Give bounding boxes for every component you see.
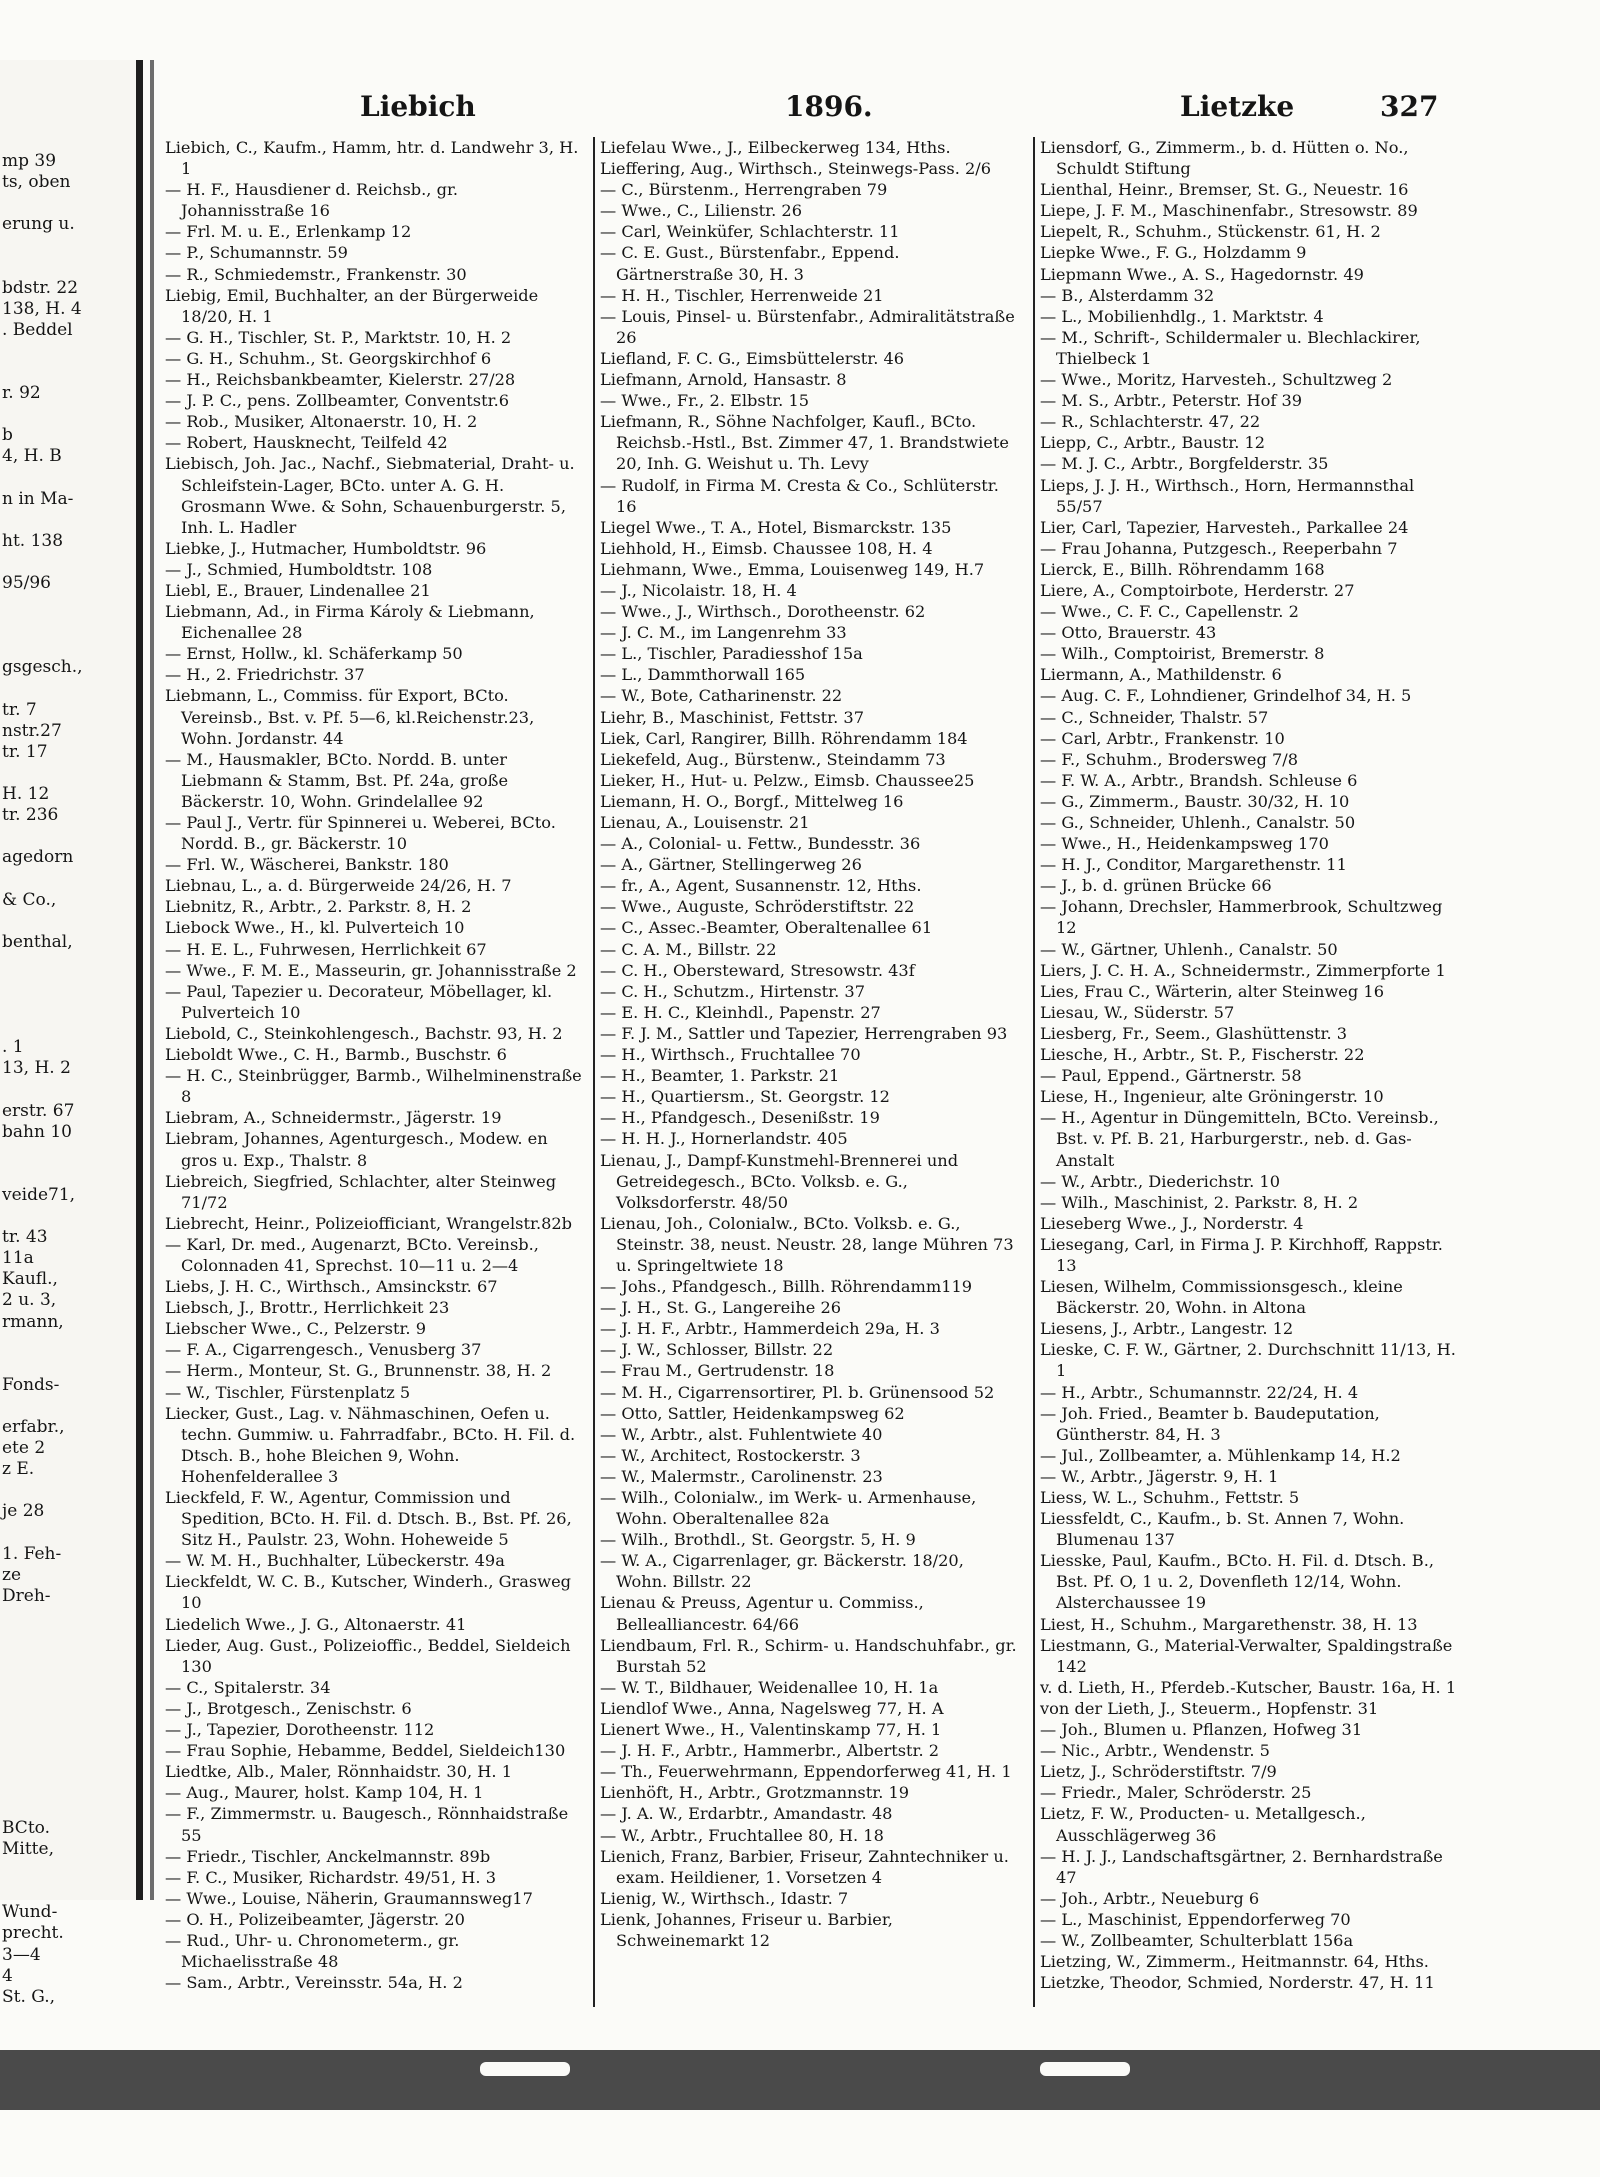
directory-entry: — Rob., Musiker, Altonaerstr. 10, H. 2 <box>165 412 478 432</box>
directory-entry: Liepmann Wwe., A. S., Hagedornstr. 49 <box>1040 264 1364 284</box>
fragment-line: 13, H. 2 <box>2 1058 71 1079</box>
page-gutter <box>136 60 143 1900</box>
directory-entry: Liemann, H. O., Borgf., Mittelweg 16 <box>600 791 904 811</box>
directory-entry: Liecker, Gust., Lag. v. Nähmaschinen, Oefen u. techn. Gummiw. u. Fahrradfabr., BCto. H. Fil. d. Dtsch. B., hohe Bleichen 9, Wohn. Hohenfelderallee 3 <box>165 1403 576 1486</box>
directory-entry: — L., Mobilienhdlg., 1. Marktstr. 4 <box>1040 306 1324 326</box>
fragment-line: r. 92 <box>2 383 41 404</box>
fragment-line: 1. Feh- <box>2 1543 62 1564</box>
directory-entry: — J. H. F., Arbtr., Hammerbr., Albertstr. 2 <box>600 1741 940 1761</box>
directory-entry: — R., Schmiedemstr., Frankenstr. 30 <box>165 264 467 284</box>
directory-entry: — Aug. C. F., Lohndiener, Grindelhof 34, H. 5 <box>1040 686 1412 706</box>
directory-entry: Liebmann, Ad., in Firma Károly & Liebmann, Eichenallee 28 <box>165 602 535 643</box>
directory-entry: — H. J., Conditor, Margarethenstr. 11 <box>1040 855 1347 875</box>
fragment-line: 138, H. 4 <box>2 298 82 319</box>
fragment-line: agedorn <box>2 847 74 868</box>
directory-entry: — G., Schneider, Uhlenh., Canalstr. 50 <box>1040 813 1356 832</box>
fragment-line: 4 <box>2 1965 13 1986</box>
directory-entry: Liesens, J., Arbtr., Langestr. 12 <box>1040 1319 1294 1339</box>
directory-entry: Lieps, J. J. H., Wirthsch., Horn, Hermannsthal 55/57 <box>1040 475 1415 516</box>
directory-entry: — W. M. H., Buchhalter, Lübeckerstr. 49a <box>165 1551 505 1571</box>
directory-entry: Liebnitz, R., Arbtr., 2. Parkstr. 8, H. 2 <box>165 897 472 917</box>
fragment-line: bdstr. 22 <box>2 277 79 298</box>
directory-entry: — W., Malermstr., Carolinenstr. 23 <box>600 1466 883 1486</box>
directory-entry: — Carl, Weinküfer, Schlachterstr. 11 <box>600 222 900 242</box>
directory-entry: — Sam., Arbtr., Vereinsstr. 54a, H. 2 <box>165 1973 463 1993</box>
directory-entry: — M., Hausmakler, BCto. Nordd. B. unter Liebmann & Stamm, Bst. Pf. 24a, große Bäckerstr. 10, Wohn. Grindelallee 92 <box>165 749 509 811</box>
directory-entry: — Otto, Brauerstr. 43 <box>1040 623 1217 643</box>
directory-entry: Lienert Wwe., H., Valentinskamp 77, H. 1 <box>600 1720 942 1740</box>
fragment-line: Dreh- <box>2 1585 51 1606</box>
directory-entry: Liebich, C., Kaufm., Hamm, htr. d. Landwehr 3, H. 1 <box>165 138 579 179</box>
directory-entry: Lienau, Joh., Colonialw., BCto. Volksb. e. G., Steinstr. 38, neust. Neustr. 28, lange Mühren 73 u. Springeltwiete 18 <box>600 1213 1014 1275</box>
directory-entry: — A., Gärtner, Stellingerweg 26 <box>600 855 862 875</box>
fragment-line: erstr. 67 <box>2 1100 75 1121</box>
directory-entry: — Frau M., Gertrudenstr. 18 <box>600 1361 835 1381</box>
directory-entry: — F. W. A., Arbtr., Brandsh. Schleuse 6 <box>1040 770 1358 790</box>
fragment-line: 11a <box>2 1248 34 1269</box>
directory-entry: — J., Brotgesch., Zenischstr. 6 <box>165 1698 412 1718</box>
header-left-catchword: Liebich <box>360 90 476 123</box>
directory-entry: — Otto, Sattler, Heidenkampsweg 62 <box>600 1403 905 1423</box>
directory-entry: — Wwe., Fr., 2. Elbstr. 15 <box>600 391 810 411</box>
fragment-line: n in Ma- <box>2 488 74 509</box>
directory-entry: Liebisch, Joh. Jac., Nachf., Siebmaterial, Draht- u. Schleifstein-Lager, BCto. unter A. G. H. Grosmann Wwe. & Sohn, Schauenburgerstr. 5, Inh. L. Hadler <box>165 454 575 537</box>
directory-entry: Liebs, J. H. C., Wirthsch., Amsinckstr. 67 <box>165 1277 498 1297</box>
directory-entry: — C., Spitalerstr. 34 <box>165 1677 331 1697</box>
directory-entry: Liesberg, Fr., Seem., Glashüttenstr. 3 <box>1040 1023 1348 1043</box>
directory-entry: — H., Quartiersm., St. Georgstr. 12 <box>600 1087 890 1107</box>
scan-bottom-edge <box>0 2050 1600 2110</box>
fragment-line: ze <box>2 1564 22 1585</box>
page-number: 327 <box>1380 90 1439 123</box>
directory-entry: — J. H., St. G., Langereihe 26 <box>600 1298 842 1318</box>
previous-page-fragment <box>0 60 136 2007</box>
fragment-line: erung u. <box>2 214 75 235</box>
directory-entry: Liers, J. C. H. A., Schneidermstr., Zimmerpforte 1 <box>1040 960 1446 980</box>
fragment-line: 95/96 <box>2 573 51 593</box>
directory-entry: — R., Schlachterstr. 47, 22 <box>1040 412 1261 432</box>
directory-entry: — H. J. J., Landschaftsgärtner, 2. Bernhardstraße 47 <box>1040 1846 1443 1887</box>
fragment-line: Kaufl., <box>2 1269 58 1290</box>
directory-entry: — H., Wirthsch., Fruchtallee 70 <box>600 1045 861 1065</box>
column-divider <box>1033 137 1035 2007</box>
directory-entry: — Ernst, Hollw., kl. Schäferkamp 50 <box>165 644 463 664</box>
directory-entry: Liesegang, Carl, in Firma J. P. Kirchhoff, Rappstr. 13 <box>1040 1234 1443 1275</box>
directory-entry: Lietzke, Theodor, Schmied, Norderstr. 47, H. 11 <box>1040 1973 1435 1993</box>
directory-entry: — Friedr., Tischler, Anckelmannstr. 89b <box>165 1846 491 1866</box>
directory-entry: Liebke, J., Hutmacher, Humboldtstr. 96 <box>165 538 487 558</box>
directory-entry: Lierck, E., Billh. Röhrendamm 168 <box>1040 559 1325 579</box>
column-2 <box>600 137 1020 1951</box>
directory-entry: Lieboldt Wwe., C. H., Barmb., Buschstr. 6 <box>165 1045 507 1065</box>
directory-entry: Liehmann, Wwe., Emma, Louisenweg 149, H.7 <box>600 559 985 579</box>
directory-entry: — W., Tischler, Fürstenplatz 5 <box>165 1382 411 1402</box>
fragment-line: Mitte, <box>2 1839 54 1859</box>
directory-entry: — Frl. W., Wäscherei, Bankstr. 180 <box>165 855 449 875</box>
fragment-line: St. G., <box>2 1986 56 2007</box>
directory-entry: — W. A., Cigarrenlager, gr. Bäckerstr. 18/20, Wohn. Billstr. 22 <box>600 1551 964 1592</box>
directory-entry: — Wilh., Comptoirist, Bremerstr. 8 <box>1040 644 1325 664</box>
directory-entry: — J. A. W., Erdarbtr., Amandastr. 48 <box>600 1804 893 1824</box>
directory-entry: Liebreich, Siegfried, Schlachter, alter Steinweg 71/72 <box>165 1171 557 1212</box>
directory-entry: — H. H. J., Hornerlandstr. 405 <box>600 1129 848 1149</box>
fragment-line: Fonds- <box>2 1374 60 1395</box>
directory-entry: Lieseberg Wwe., J., Norderstr. 4 <box>1040 1213 1304 1233</box>
directory-entry: Liekefeld, Aug., Bürstenw., Steindamm 73 <box>600 749 946 769</box>
directory-entry: — H., Agentur in Düngemitteln, BCto. Vereinsb., Bst. v. Pf. B. 21, Harburgerstr., neb. d. Gas-Anstalt <box>1040 1108 1439 1170</box>
directory-entry: — Wwe., F. M. E., Masseurin, gr. Johannisstraße 2 <box>165 960 577 980</box>
directory-entry: — H. H., Tischler, Herrenweide 21 <box>600 285 884 305</box>
directory-entry: Liebscher Wwe., C., Pelzerstr. 9 <box>165 1319 427 1339</box>
fragment-line: bahn 10 <box>2 1121 72 1142</box>
directory-entry: Lienthal, Heinr., Bremser, St. G., Neuestr. 16 <box>1040 180 1409 200</box>
directory-entry: — C. E. Gust., Bürstenfabr., Eppend. Gärtnerstraße 30, H. 3 <box>600 243 900 284</box>
directory-entry: — H., Reichsbankbeamter, Kielerstr. 27/28 <box>165 370 516 390</box>
directory-entry: — P., Schumannstr. 59 <box>165 243 348 263</box>
directory-entry: — Paul, Eppend., Gärtnerstr. 58 <box>1040 1066 1302 1086</box>
fragment-line: tr. 17 <box>2 741 48 762</box>
directory-entry: — Wwe., C., Lilienstr. 26 <box>600 201 803 221</box>
directory-entry: — Karl, Dr. med., Augenarzt, BCto. Vereinsb., Colonnaden 41, Sprechst. 10—11 u. 2—4 <box>165 1234 539 1275</box>
fragment-line: ete 2 <box>2 1438 46 1459</box>
column-divider <box>593 137 595 2007</box>
directory-entry: — fr., A., Agent, Susannenstr. 12, Hths. <box>600 876 922 896</box>
directory-entry: — Johs., Pfandgesch., Billh. Röhrendamm119 <box>600 1277 973 1297</box>
fragment-line: nstr.27 <box>2 720 62 741</box>
directory-entry: — F. C., Musiker, Richardstr. 49/51, H. 3 <box>165 1867 497 1887</box>
directory-entry: Liegel Wwe., T. A., Hotel, Bismarckstr. 135 <box>600 517 952 537</box>
directory-entry: — J. H. F., Arbtr., Hammerdeich 29a, H. 3 <box>600 1319 940 1339</box>
directory-entry: Lieffering, Aug., Wirthsch., Steinwegs-Pass. 2/6 <box>600 159 992 179</box>
directory-entry: Liesen, Wilhelm, Commissionsgesch., kleine Bäckerstr. 20, Wohn. in Altona <box>1040 1277 1403 1318</box>
directory-entry: Lieder, Aug. Gust., Polizeioffic., Beddel, Sieldeich 130 <box>165 1635 571 1676</box>
directory-entry: — Wwe., Louise, Näherin, Graumannsweg17 <box>165 1888 533 1908</box>
directory-entry: Liest, H., Schuhm., Margarethenstr. 38, H. 13 <box>1040 1614 1418 1634</box>
directory-entry: — F. J. M., Sattler und Tapezier, Herrengraben 93 <box>600 1023 1008 1043</box>
scan-artifact <box>480 2062 570 2076</box>
directory-entry: Liehr, B., Maschinist, Fettstr. 37 <box>600 707 865 727</box>
directory-entry: — F., Zimmermstr. u. Baugesch., Rönnhaidstraße 55 <box>165 1804 569 1845</box>
directory-entry: — Louis, Pinsel- u. Bürstenfabr., Admiralitätstraße 26 <box>600 306 1015 347</box>
directory-entry: Liefmann, Arnold, Hansastr. 8 <box>600 370 847 390</box>
fragment-line: erfabr., <box>2 1417 65 1437</box>
fragment-line: . Beddel <box>2 319 73 340</box>
directory-entry: Lieckfeld, F. W., Agentur, Commission und Spedition, BCto. H. Fil. d. Dtsch. B., Bst. Pf. 26, Sitz H., Paulstr. 23, Wohn. Hoheweide 5 <box>165 1488 572 1550</box>
header-year: 1896. <box>785 90 873 123</box>
directory-entry: — M. H., Cigarrensortirer, Pl. b. Grünensood 52 <box>600 1382 995 1402</box>
directory-entry: Liepke Wwe., F. G., Holzdamm 9 <box>1040 243 1307 263</box>
directory-entry: — C. H., Schutzm., Hirtenstr. 37 <box>600 981 866 1001</box>
directory-entry: — W., Arbtr., alst. Fuhlentwiete 40 <box>600 1424 883 1444</box>
directory-entry: Liefelau Wwe., J., Eilbeckerweg 134, Hths. <box>600 138 951 157</box>
directory-entry: — M. J. C., Arbtr., Borgfelderstr. 35 <box>1040 454 1329 474</box>
directory-entry: — J., Schmied, Humboldtstr. 108 <box>165 559 433 579</box>
directory-entry: — Frl. M. u. E., Erlenkamp 12 <box>165 222 412 242</box>
directory-entry: — W., Zollbeamter, Schulterblatt 156a <box>1040 1930 1354 1950</box>
directory-entry: Liendbaum, Frl. R., Schirm- u. Handschuhfabr., gr. Burstah 52 <box>600 1635 1017 1676</box>
directory-entry: Liestmann, G., Material-Verwalter, Spaldingstraße 142 <box>1040 1635 1453 1676</box>
directory-entry: Liermann, A., Mathildenstr. 6 <box>1040 665 1282 685</box>
directory-entry: — Jul., Zollbeamter, a. Mühlenkamp 14, H.2 <box>1040 1445 1401 1465</box>
directory-entry: — Rudolf, in Firma M. Cresta & Co., Schlüterstr. 16 <box>600 475 999 516</box>
directory-entry: — H., Pfandgesch., Desenißstr. 19 <box>600 1108 880 1128</box>
directory-entry: Liedelich Wwe., J. G., Altonaerstr. 41 <box>165 1614 467 1634</box>
directory-entry: — W. T., Bildhauer, Weidenallee 10, H. 1a <box>600 1677 939 1697</box>
fragment-line: ts, oben <box>2 172 71 193</box>
header-right-catchword: Lietzke <box>1180 90 1295 123</box>
directory-entry: Liebmann, L., Commiss. für Export, BCto. Vereinsb., Bst. v. Pf. 5—6, kl.Reichenstr.23, Wohn. Jordanstr. 44 <box>165 686 535 748</box>
fragment-line: b <box>2 425 13 446</box>
directory-entry: — C., Schneider, Thalstr. 57 <box>1040 707 1269 727</box>
directory-entry: — O. H., Polizeibeamter, Jägerstr. 20 <box>165 1909 465 1929</box>
fragment-line: Wund- <box>2 1902 58 1923</box>
directory-entry: Liefmann, R., Söhne Nachfolger, Kaufl., BCto. Reichsb.-Hstl., Bst. Zimmer 47, 1. Brandstwiete 20, Inh. G. Weishut u. Th. Levy <box>600 412 1009 474</box>
directory-entry: — M., Schrift-, Schildermaler u. Blechlackirer, Thielbeck 1 <box>1040 327 1421 368</box>
directory-entry: — J. W., Schlosser, Billstr. 22 <box>600 1340 834 1360</box>
directory-entry: — W., Arbtr., Diederichstr. 10 <box>1040 1171 1281 1191</box>
fragment-line: veide71, <box>2 1184 76 1205</box>
directory-entry: — G., Zimmerm., Baustr. 30/32, H. 10 <box>1040 791 1350 811</box>
page-gutter-shadow <box>150 60 154 1900</box>
directory-entry: Lies, Frau C., Wärterin, alter Steinweg 16 <box>1040 981 1384 1001</box>
directory-entry: Liesau, W., Süderstr. 57 <box>1040 1002 1235 1022</box>
directory-entry: — J., b. d. grünen Brücke 66 <box>1040 876 1272 896</box>
directory-entry: Liebram, Johannes, Agenturgesch., Modew. en gros u. Exp., Thalstr. 8 <box>165 1129 548 1170</box>
directory-entry: — H. F., Hausdiener d. Reichsb., gr. Johannisstraße 16 <box>165 180 459 221</box>
fragment-line: H. 12 <box>2 784 50 804</box>
directory-entry: — G. H., Schuhm., St. Georgskirchhof 6 <box>165 348 492 368</box>
directory-entry: Liesche, H., Arbtr., St. P., Fischerstr. 22 <box>1040 1045 1365 1065</box>
directory-entry: — Paul J., Vertr. für Spinnerei u. Weberei, BCto. Nordd. B., gr. Bäckerstr. 10 <box>165 813 556 854</box>
directory-entry: — Wilh., Brothdl., St. Georgstr. 5, H. 9 <box>600 1530 916 1550</box>
directory-entry: Lieker, H., Hut- u. Pelzw., Eimsb. Chaussee25 <box>600 770 975 790</box>
directory-entry: — J. P. C., pens. Zollbeamter, Conventstr.6 <box>165 391 510 411</box>
directory-entry: Liessfeldt, C., Kaufm., b. St. Annen 7, Wohn. Blumenau 137 <box>1040 1509 1405 1550</box>
directory-entry: — Wwe., Moritz, Harvestеh., Schultzweg 2 <box>1040 370 1393 390</box>
fragment-line: z E. <box>2 1459 35 1480</box>
directory-entry: Liendlof Wwe., Anna, Nagelsweg 77, H. A <box>600 1698 944 1718</box>
directory-entry: — Rud., Uhr- u. Chronometerm., gr. Michaelisstraße 48 <box>165 1930 460 1972</box>
directory-entry: — Aug., Maurer, holst. Kamp 104, H. 1 <box>165 1783 484 1803</box>
directory-entry: — W., Arbtr., Jägerstr. 9, H. 1 <box>1040 1466 1279 1486</box>
directory-entry: — C., Bürstenm., Herrengraben 79 <box>600 180 888 200</box>
fragment-line: 3—4 <box>2 1944 41 1965</box>
fragment-line: benthal, <box>2 931 73 952</box>
directory-entry: — Johann, Drechsler, Hammerbrook, Schultzweg 12 <box>1040 897 1443 938</box>
directory-entry: — H., Arbtr., Schumannstr. 22/24, H. 4 <box>1040 1382 1359 1402</box>
directory-entry: — L., Dammthorwall 165 <box>600 665 806 685</box>
directory-entry: Liebram, A., Schneidermstr., Jägerstr. 19 <box>165 1108 502 1128</box>
directory-entry: Liese, H., Ingenieur, alte Gröningerstr. 10 <box>1040 1087 1384 1107</box>
directory-entry: von der Lieth, J., Steuerm., Hopfenstr. 31 <box>1040 1698 1379 1718</box>
directory-entry: — J. C. M., im Langenrehm 33 <box>600 623 847 643</box>
directory-entry: — B., Alsterdamm 32 <box>1040 285 1215 305</box>
directory-entry: Liesske, Paul, Kaufm., BCto. H. Fil. d. Dtsch. B., Bst. Pf. O, 1 u. 2, Dovenfleth 12/14, Wohn. Alsterchaussee 19 <box>1040 1551 1434 1613</box>
directory-entry: — J., Tapezier, Dorotheenstr. 112 <box>165 1720 435 1740</box>
directory-entry: — H. C., Steinbrügger, Barmb., Wilhelminenstraße 8 <box>165 1066 582 1107</box>
directory-entry: — W., Arbtr., Fruchtallee 80, H. 18 <box>600 1825 884 1845</box>
directory-entry: — Th., Feuerwehrmann, Eppendorferweg 41, H. 1 <box>600 1762 1012 1782</box>
directory-entry: Lier, Carl, Tapezier, Harvesteh., Parkallee 24 <box>1040 517 1409 537</box>
directory-entry: Liedtke, Alb., Maler, Rönnhaidstr. 30, H. 1 <box>165 1762 513 1782</box>
fragment-line: tr. 236 <box>2 805 59 826</box>
directory-entry: Liebnau, L., a. d. Bürgerweide 24/26, H. 7 <box>165 876 512 896</box>
directory-entry: — W., Architect, Rostockerstr. 3 <box>600 1445 861 1465</box>
directory-entry: Lieckfeldt, W. C. B., Kutscher, Winderh., Grasweg 10 <box>165 1572 572 1613</box>
directory-entry: — Herm., Monteur, St. G., Brunnenstr. 38, H. 2 <box>165 1361 552 1381</box>
directory-entry: — H., Beamter, 1. Parkstr. 21 <box>600 1066 840 1086</box>
directory-entry: — Robert, Hausknecht, Teilfeld 42 <box>165 433 448 453</box>
directory-entry: Liefland, F. C. G., Eimsbüttelerstr. 46 <box>600 348 905 368</box>
directory-entry: Lieske, C. F. W., Gärtner, 2. Durchschnitt 11/13, H. 1 <box>1040 1340 1456 1381</box>
column-3 <box>1040 137 1460 1993</box>
directory-entry: — C. H., Obersteward, Stresowstr. 43f <box>600 960 915 980</box>
directory-entry: Lietz, J., Schröderstiftstr. 7/9 <box>1040 1762 1277 1782</box>
directory-entry: Liebsch, J., Brottr., Herrlichkeit 23 <box>165 1298 450 1318</box>
fragment-line: 4, H. B <box>2 446 62 467</box>
directory-entry: Liensdorf, G., Zimmerm., b. d. Hütten o. No., Schuldt Stiftung <box>1040 138 1409 179</box>
directory-entry: Lienau & Preuss, Agentur u. Commiss., Bellealliancestr. 64/66 <box>600 1593 924 1634</box>
directory-entry: — H. E. L., Fuhrwesen, Herrlichkeit 67 <box>165 939 487 959</box>
directory-entry: — C., Assec.-Beamter, Oberaltenallee 61 <box>600 918 933 938</box>
fragment-line: rmann, <box>2 1311 64 1332</box>
directory-entry: Lienhöft, H., Arbtr., Grotzmannstr. 19 <box>600 1783 910 1803</box>
directory-entry: — Nic., Arbtr., Wendenstr. 5 <box>1040 1741 1270 1761</box>
directory-entry: — H., 2. Friedrichstr. 37 <box>165 665 365 685</box>
fragment-line: . 1 <box>2 1037 24 1058</box>
fragment-line: 2 u. 3, <box>2 1290 57 1311</box>
directory-entry: Lienau, A., Louisenstr. 21 <box>600 813 810 832</box>
directory-entry: Liebig, Emil, Buchhalter, an der Bürgerweide 18/20, H. 1 <box>165 285 539 326</box>
page-header <box>160 90 1460 130</box>
fragment-line: mp 39 <box>2 151 57 171</box>
directory-entry: — Friedr., Maler, Schröderstr. 25 <box>1040 1783 1312 1803</box>
directory-entry: — Wwe., Auguste, Schröderstiftstr. 22 <box>600 897 915 917</box>
directory-entry: v. d. Lieth, H., Pferdeb.-Kutscher, Baustr. 16a, H. 1 <box>1040 1677 1457 1697</box>
directory-entry: — M. S., Arbtr., Peterstr. Hof 39 <box>1040 391 1303 411</box>
directory-entry: — Wilh., Maschinist, 2. Parkstr. 8, H. 2 <box>1040 1192 1359 1212</box>
fragment-line: tr. 7 <box>2 699 37 720</box>
directory-entry: Liepelt, R., Schuhm., Stückenstr. 61, H. 2 <box>1040 222 1381 242</box>
directory-entry: Lietz, F. W., Producten- u. Metallgesch., Ausschlägerweg 36 <box>1040 1804 1366 1845</box>
fragment-line: & Co., <box>2 889 57 910</box>
directory-entry: Liehhold, H., Eimsb. Chaussee 108, H. 4 <box>600 538 933 558</box>
directory-entry: — Frau Johanna, Putzgesch., Reeperbahn 7 <box>1040 538 1398 558</box>
directory-entry: Liebl, E., Brauer, Lindenallee 21 <box>165 580 431 600</box>
directory-entry: Lienau, J., Dampf-Kunstmehl-Brennerei und Getreidegesch., BCto. Volksb. e. G., Volksdorferstr. 48/50 <box>600 1150 959 1212</box>
directory-entry: Lienig, W., Wirthsch., Idastr. 7 <box>600 1888 849 1908</box>
scan-artifact <box>1040 2062 1130 2076</box>
fragment-line: BCto. <box>2 1817 50 1838</box>
directory-entry: — Wwe., J., Wirthsch., Dorotheenstr. 62 <box>600 602 926 622</box>
directory-entry: Liebold, C., Steinkohlengesch., Bachstr. 93, H. 2 <box>165 1023 563 1043</box>
directory-entry: — G. H., Tischler, St. P., Marktstr. 10, H. 2 <box>165 327 512 347</box>
directory-entry: Liepe, J. F. M., Maschinenfabr., Stresowstr. 89 <box>1040 201 1418 221</box>
directory-page <box>160 55 1460 1993</box>
directory-entry: — F. A., Cigarrengesch., Venusberg 37 <box>165 1340 482 1360</box>
directory-entry: — W., Gärtner, Uhlenh., Canalstr. 50 <box>1040 939 1338 959</box>
directory-entry: — W., Bote, Catharinenstr. 22 <box>600 686 843 706</box>
directory-entry: Lienk, Johannes, Friseur u. Barbier, Schweinemarkt 12 <box>600 1909 893 1950</box>
fragment-line: gsgesch., <box>2 657 83 678</box>
directory-entry: — Wwe., H., Heidenkampsweg 170 <box>1040 834 1329 854</box>
directory-entry: Lienich, Franz, Barbier, Friseur, Zahntechniker u. exam. Heildiener, 1. Vorsetzen 4 <box>600 1846 1009 1887</box>
fragment-line: tr. 43 <box>2 1227 48 1248</box>
directory-entry: — J., Nicolaistr. 18, H. 4 <box>600 580 797 600</box>
fragment-line: ht. 138 <box>2 530 64 551</box>
directory-entry: Liere, A., Comptoirbote, Herderstr. 27 <box>1040 580 1355 600</box>
directory-entry: — L., Tischler, Paradiesshof 15a <box>600 644 863 664</box>
directory-entry: Liepp, C., Arbtr., Baustr. 12 <box>1040 433 1266 453</box>
directory-entry: — C. A. M., Billstr. 22 <box>600 939 777 959</box>
directory-entry: Liebrecht, Heinr., Polizeiofficiant, Wrangelstr.82b <box>165 1213 573 1233</box>
directory-entry: — A., Colonial- u. Fettw., Bundesstr. 36 <box>600 834 921 854</box>
column-1 <box>165 137 585 1993</box>
directory-entry: — L., Maschinist, Eppendorferweg 70 <box>1040 1909 1351 1929</box>
directory-entry: — Joh., Blumen u. Pflanzen, Hofweg 31 <box>1040 1720 1363 1740</box>
fragment-line: precht. <box>2 1923 64 1944</box>
directory-entry: Liek, Carl, Rangirer, Billh. Röhrendamm 184 <box>600 728 968 748</box>
directory-entry: — Carl, Arbtr., Frankenstr. 10 <box>1040 728 1285 748</box>
directory-entry: — Wilh., Colonialw., im Werk- u. Armenhause, Wohn. Oberaltenallee 82a <box>600 1488 977 1529</box>
directory-entry: — Joh., Arbtr., Neueburg 6 <box>1040 1888 1260 1908</box>
directory-entry: — F., Schuhm., Brodersweg 7/8 <box>1040 749 1299 769</box>
directory-entry: Liebock Wwe., H., kl. Pulverteich 10 <box>165 918 465 938</box>
fragment-line: je 28 <box>2 1501 45 1522</box>
directory-entry: — Paul, Tapezier u. Decorateur, Möbellager, kl. Pulverteich 10 <box>165 981 553 1022</box>
directory-entry: Lietzing, W., Zimmerm., Heitmannstr. 64, Hths. <box>1040 1952 1429 1972</box>
directory-entry: — Joh. Fried., Beamter b. Baudeputation, Güntherstr. 84, H. 3 <box>1040 1403 1380 1444</box>
directory-entry: Liess, W. L., Schuhm., Fettstr. 5 <box>1040 1488 1300 1507</box>
directory-entry: — E. H. C., Kleinhdl., Papenstr. 27 <box>600 1002 881 1022</box>
directory-entry: — Wwe., C. F. C., Capellenstr. 2 <box>1040 602 1299 622</box>
directory-entry: — Frau Sophie, Hebamme, Beddel, Sieldeich130 <box>165 1741 566 1761</box>
